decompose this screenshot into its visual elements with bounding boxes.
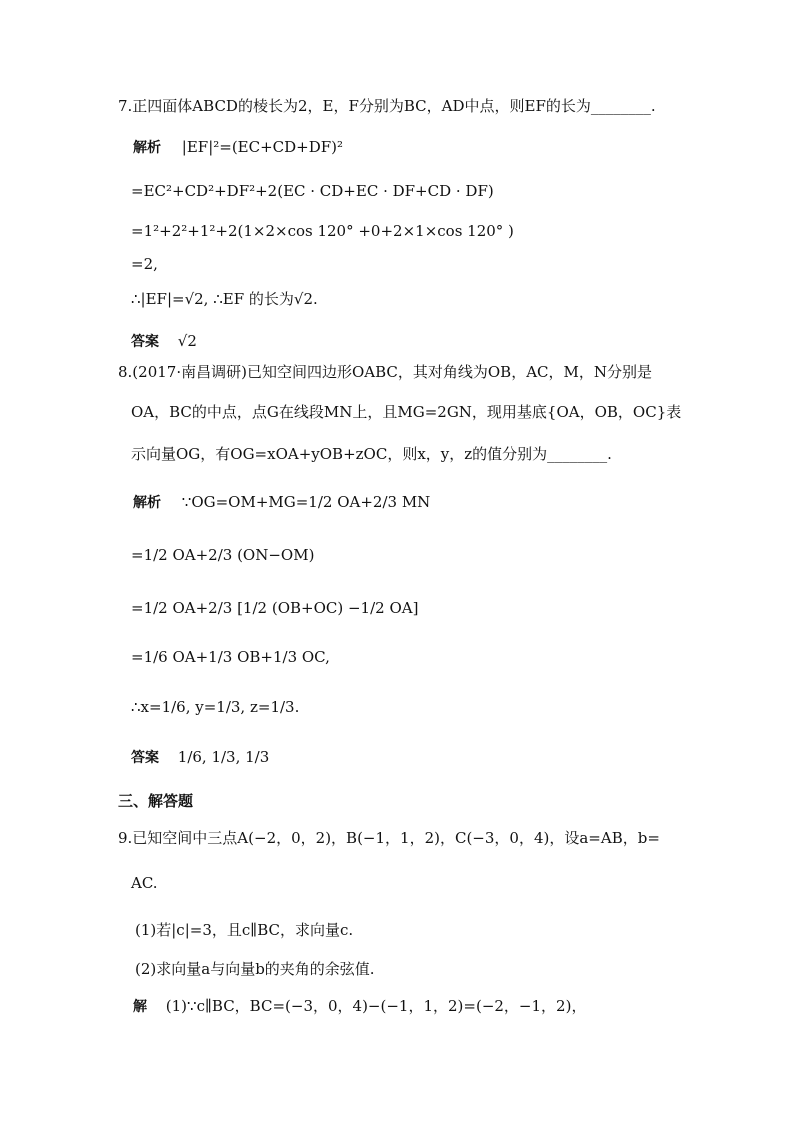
p8-question-line1: 8.(2017·南昌调研)已知空间四边形OABC，其对角线为OB，AC，M，N分别是 bbox=[118, 363, 652, 381]
p8-answer-label: 答案 bbox=[131, 750, 159, 766]
p8-step0: ∵OG=OM+MG=1/2 OA+2/3 MN bbox=[181, 493, 431, 511]
p8-question-line3: 示向量OG，有OG=xOA+yOB+zOC，则x，y，z的值分别为________. bbox=[131, 445, 612, 463]
p7-step3: =2, bbox=[131, 255, 158, 273]
section-heading: 三、解答题 bbox=[118, 792, 194, 810]
p9-sol1: (1)∵c∥BC，BC=(−3，0，4)−(−1，1，2)=(−2，−1，2)， bbox=[165, 997, 587, 1015]
p8-analysis bbox=[133, 492, 430, 513]
p8-step3: =1/6 OA+1/3 OB+1/3 OC, bbox=[131, 648, 330, 666]
p8-step4: ∴x=1/6, y=1/3, z=1/3. bbox=[131, 698, 300, 716]
p7-step0: |EF|²=(EC+CD+DF)² bbox=[181, 138, 344, 156]
p9-sub2: (2)求向量a与向量b的夹角的余弦值. bbox=[135, 960, 375, 978]
p9-question-line2: AC. bbox=[131, 874, 158, 892]
p7-question: 7.正四面体ABCD的棱长为2，E，F分别为BC，AD中点，则EF的长为________. bbox=[118, 97, 656, 115]
p7-step2: =1²+2²+1²+2(1×2×cos 120° +0+2×1×cos 120° ) bbox=[131, 222, 514, 240]
p8-question-line2: OA，BC的中点，点G在线段MN上，且MG=2GN，现用基底{OA，OB，OC}表 bbox=[131, 403, 682, 421]
p9-sub1: (1)若|c|=3，且c∥BC，求向量c. bbox=[135, 921, 354, 939]
p8-answer bbox=[131, 747, 269, 768]
p8-step2: =1/2 OA+2/3 [1/2 (OB+OC) −1/2 OA] bbox=[131, 599, 419, 617]
p7-answer-value: √2 bbox=[177, 332, 197, 350]
p7-jiexi-label: 解析 bbox=[133, 140, 161, 156]
p9-question-line1: 9.已知空间中三点A(−2，0，2)，B(−1，1，2)，C(−3，0，4)，设a=AB，b= bbox=[118, 829, 660, 847]
p8-step1: =1/2 OA+2/3 (ON−OM) bbox=[131, 546, 315, 564]
p8-answer-value: 1/6, 1/3, 1/3 bbox=[177, 748, 270, 766]
p7-step1: =EC²+CD²+DF²+2(EC · CD+EC · DF+CD · DF) bbox=[131, 182, 494, 200]
p7-answer bbox=[131, 331, 197, 352]
p7-analysis bbox=[133, 137, 343, 158]
p9-jie-label: 解 bbox=[133, 999, 147, 1015]
p7-answer-label: 答案 bbox=[131, 334, 159, 350]
p9-solution bbox=[133, 996, 586, 1017]
p8-jiexi-label: 解析 bbox=[133, 495, 161, 511]
p7-step4: ∴|EF|=√2, ∴EF 的长为√2. bbox=[131, 290, 318, 308]
